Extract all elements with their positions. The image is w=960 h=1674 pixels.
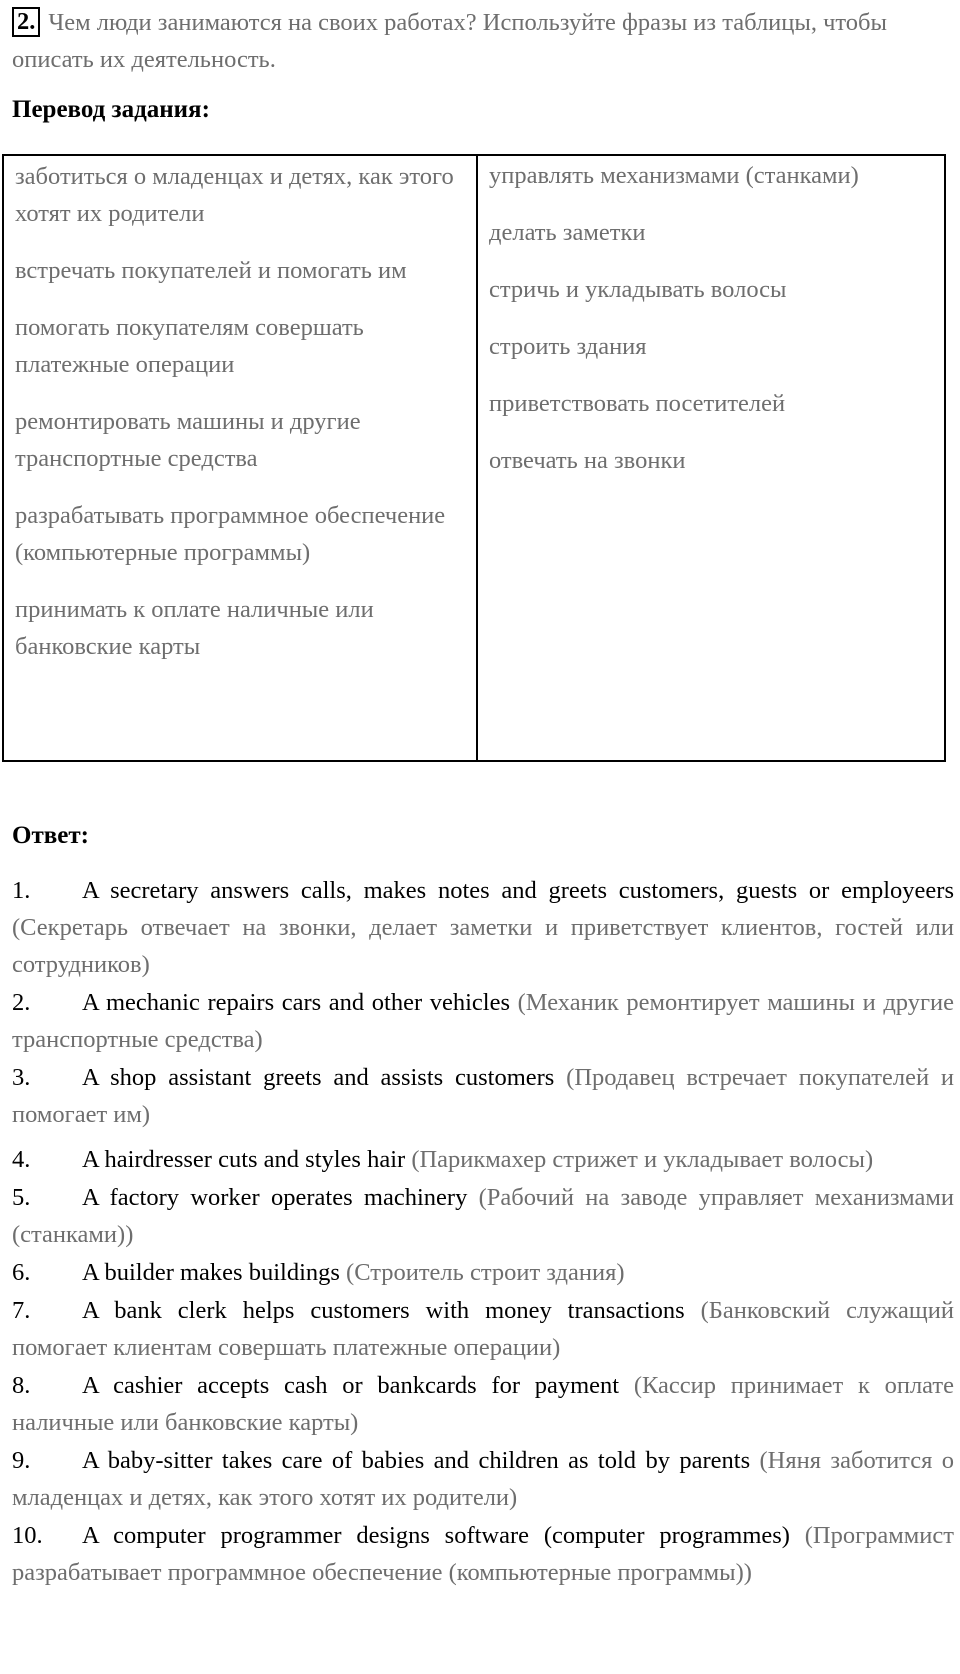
phrase-item: приветствовать посетителей: [489, 390, 786, 417]
answer-item: [12, 1442, 954, 1516]
phrase-item: отвечать на звонки: [489, 447, 686, 474]
answer-english: A secretary answers calls, makes notes and greets customers, guests or employeers: [82, 877, 954, 904]
answer-english: A computer programmer designs software (computer programmes): [82, 1522, 790, 1549]
answer-russian: (Механик ремонтирует машины и другие транспортные средства): [12, 989, 955, 1053]
answer-number: 10.: [12, 1522, 43, 1549]
answer-english: A shop assistant greets and assists customers: [82, 1064, 555, 1091]
answer-item: [12, 1254, 954, 1291]
answer-item: [12, 1059, 954, 1133]
answer-english: A cashier accepts cash or bankcards for payment: [82, 1372, 620, 1399]
answer-english: A mechanic repairs cars and other vehicles: [82, 989, 511, 1016]
answer-number: 4.: [12, 1146, 31, 1173]
answer-number: 1.: [12, 877, 31, 904]
answer-number: 6.: [12, 1259, 31, 1286]
answer-english: A builder makes buildings: [82, 1259, 340, 1286]
answer-number: 7.: [12, 1297, 31, 1324]
phrase-item: управлять механизмами (станками): [489, 162, 859, 189]
phrase-item: помогать покупателям совершать платежные операции: [15, 314, 364, 378]
answer-item: [12, 1292, 954, 1366]
answer-russian: (Секретарь отвечает на звонки, делает заметки и приветствует клиентов, гостей или сотрудников): [12, 914, 954, 978]
answer-number: 5.: [12, 1184, 31, 1211]
answer-russian: (Строитель строит здания): [346, 1259, 625, 1286]
answer-russian: (Кассир принимает к оплате наличные или банковские карты): [12, 1372, 954, 1436]
answer-russian: (Программист разрабатывает программное обеспечение (компьютерные программы)): [12, 1522, 954, 1586]
answer-number: 9.: [12, 1447, 31, 1474]
phrase-item: встречать покупателей и помогать им: [15, 257, 407, 284]
phrase-item: разрабатывать программное обеспечение (компьютерные программы): [15, 502, 446, 566]
phrase-item: делать заметки: [489, 219, 646, 246]
answer-russian: (Банковский служащий помогает клиентам совершать платежные операции): [12, 1297, 954, 1361]
answer-item: [12, 872, 954, 983]
answer-heading: Ответ:: [12, 822, 89, 849]
answer-item: [12, 1517, 954, 1591]
answer-item: [12, 1367, 954, 1441]
answer-number: 8.: [12, 1372, 31, 1399]
task-text: Чем люди занимаются на своих работах? Используйте фразы из таблицы, чтобы описать их деятельность.: [12, 9, 887, 73]
phrase-item: стричь и укладывать волосы: [489, 276, 787, 303]
answer-english: A hairdresser cuts and styles hair: [82, 1146, 406, 1173]
answer-english: A bank clerk helps customers with money transactions: [82, 1297, 685, 1324]
phrase-item: ремонтировать машины и другие транспортные средства: [15, 408, 361, 472]
phrase-item: заботиться о младенцах и детях, как этого хотят их родители: [15, 163, 454, 227]
task-statement: [12, 4, 952, 78]
phrases-left-column: [3, 155, 477, 761]
answer-item: [12, 1179, 954, 1253]
phrase-item: принимать к оплате наличные или банковские карты: [15, 596, 374, 660]
phrases-table: [2, 154, 946, 762]
translation-heading: Перевод задания:: [12, 96, 210, 123]
answer-russian: (Парикмахер стрижет и укладывает волосы): [411, 1146, 874, 1173]
answer-russian: (Продавец встречает покупателей и помогает им): [12, 1064, 954, 1128]
answer-item: [12, 984, 954, 1058]
answer-russian: (Няня заботится о младенцах и детях, как этого хотят их родители): [12, 1447, 954, 1511]
answer-number: 2.: [12, 989, 31, 1016]
answer-number: 3.: [12, 1064, 31, 1091]
answer-english: A factory worker operates machinery: [82, 1184, 468, 1211]
phrases-right-column: [477, 155, 945, 761]
answer-english: A baby-sitter takes care of babies and children as told by parents: [82, 1447, 751, 1474]
answer-russian: (Рабочий на заводе управляет механизмами (станками)): [12, 1184, 954, 1248]
task-number: 2.: [12, 7, 40, 37]
phrase-item: строить здания: [489, 333, 647, 360]
answer-list: [12, 872, 954, 1592]
answer-item: [12, 1141, 954, 1178]
